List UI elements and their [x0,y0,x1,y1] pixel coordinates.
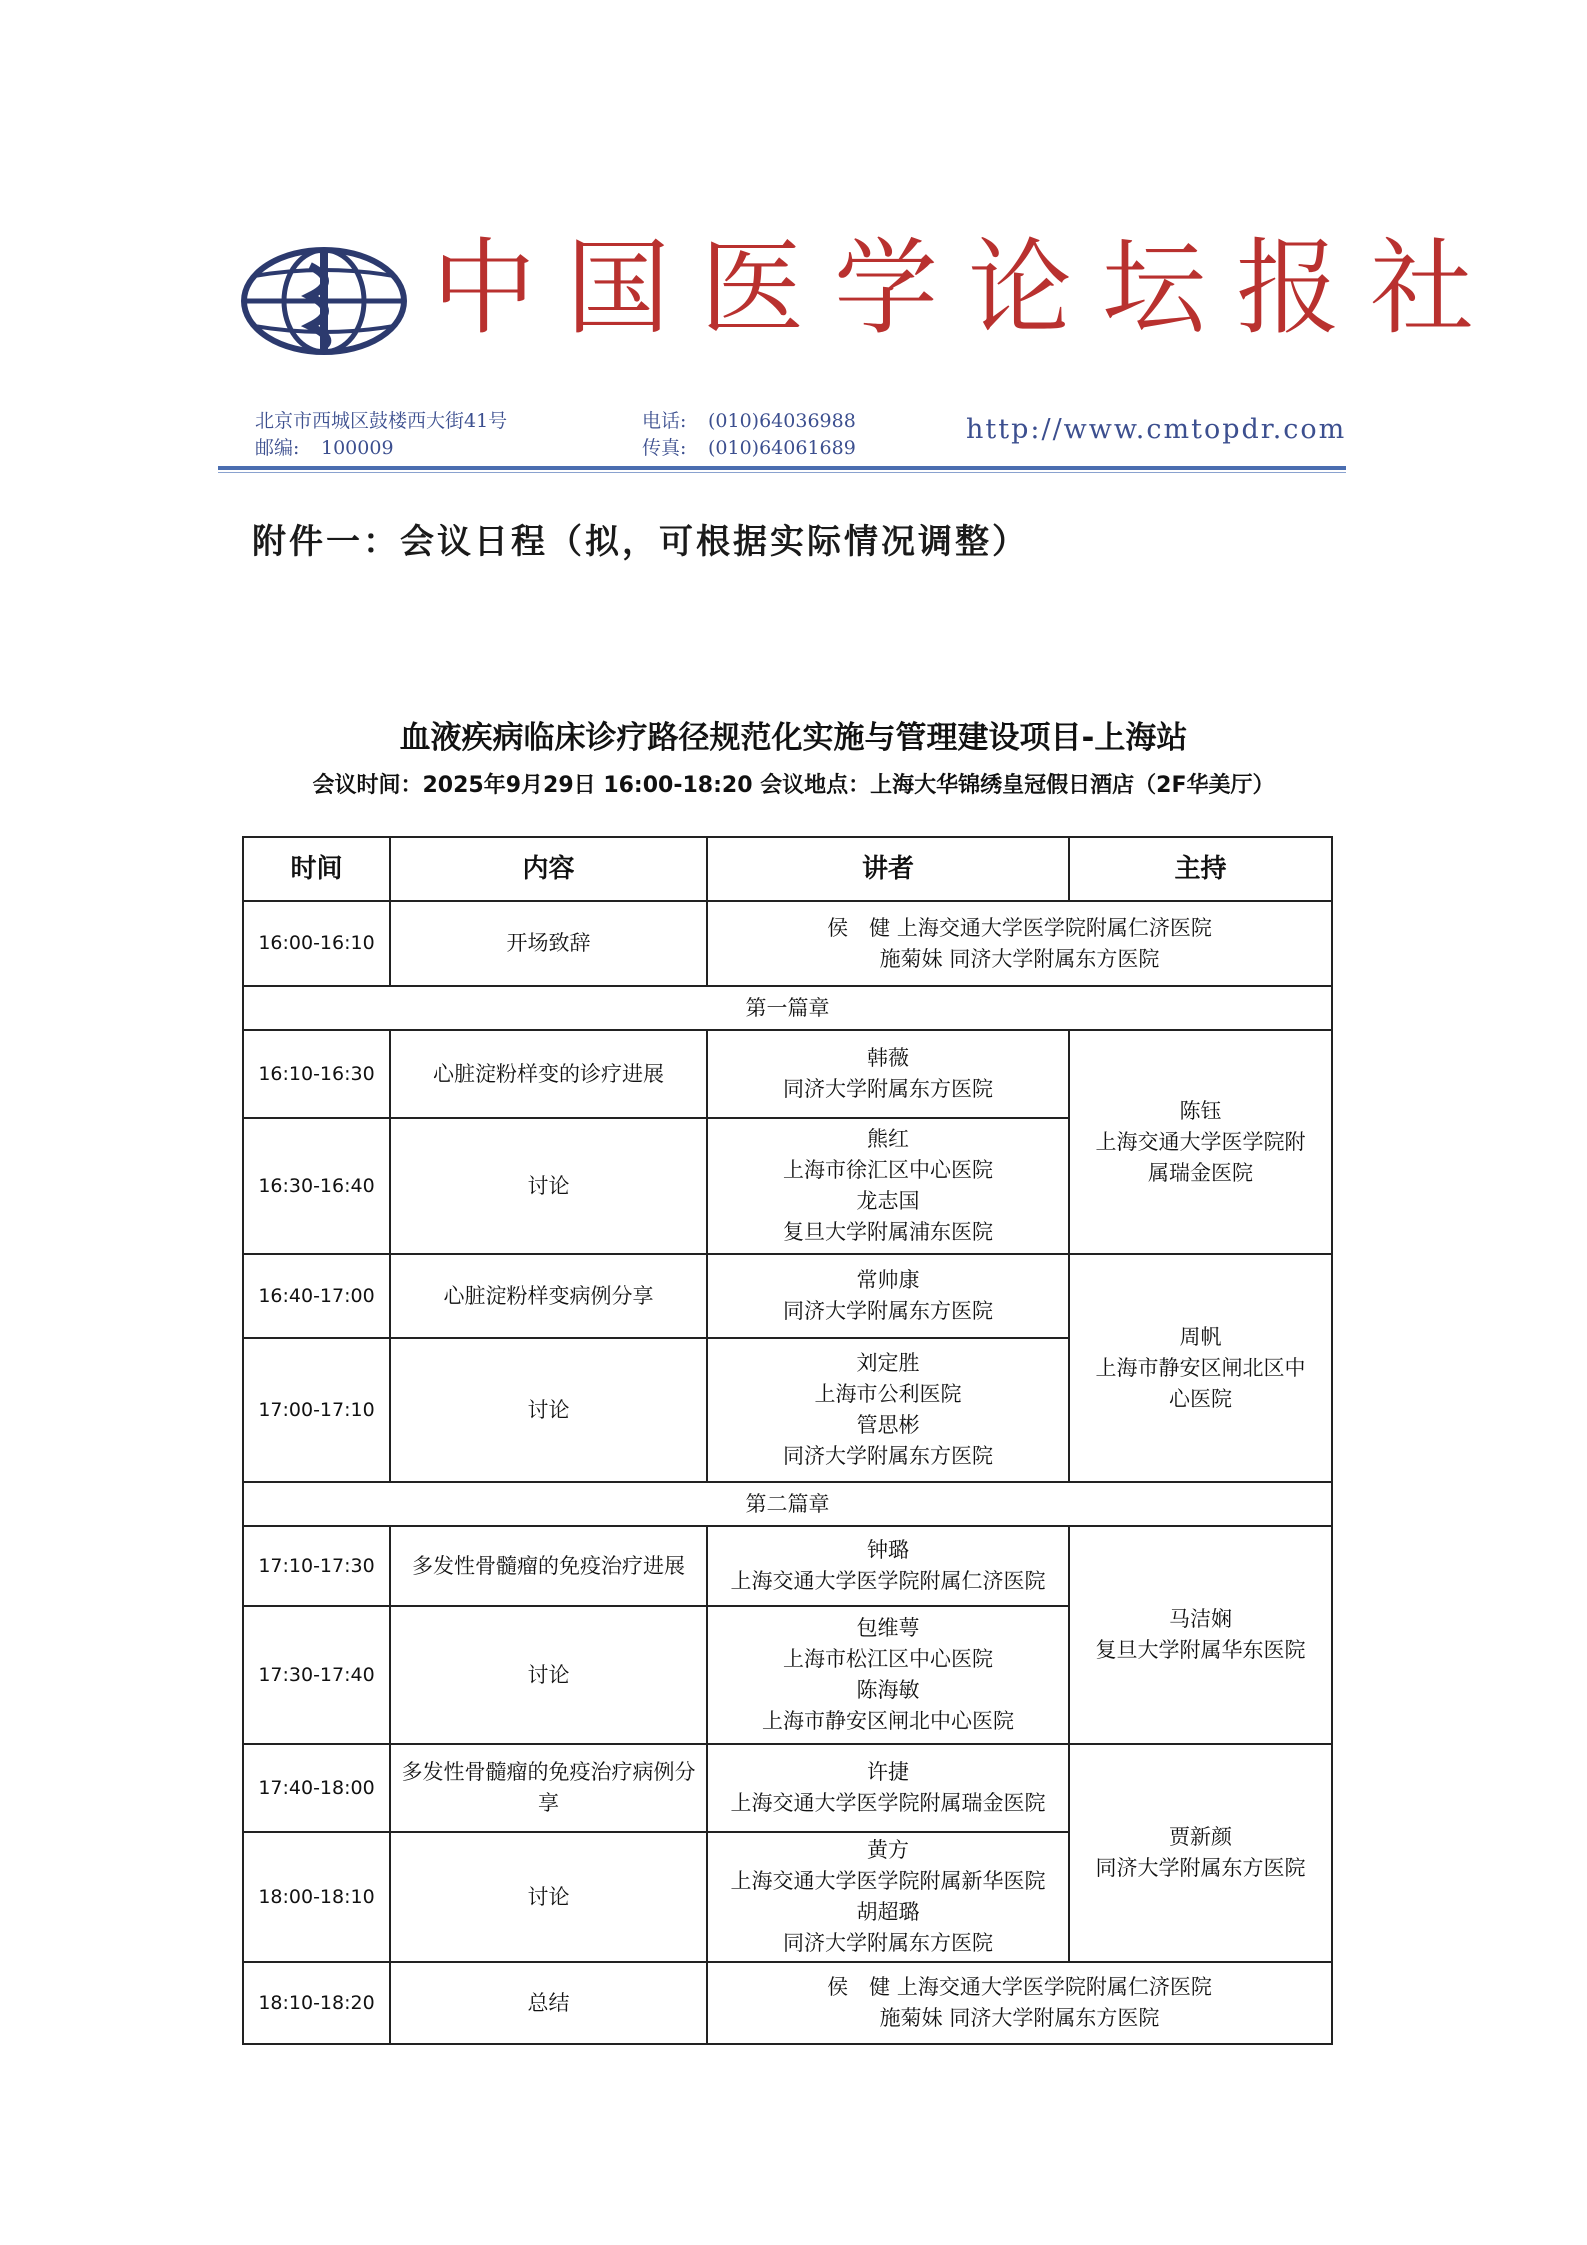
row-content: 多发性骨髓瘤的免疫治疗进展 [390,1526,707,1606]
speaker-name: 管思彬 [856,1413,920,1437]
table-header-row [243,837,1332,901]
fax-number: (010)64061689 [708,437,856,459]
row-speakers [707,901,1332,986]
speaker-name: 胡超璐 [856,1900,920,1924]
speaker-name: 龙志国 [856,1189,920,1213]
host-affiliation: 心医院 [1169,1386,1232,1411]
row-content: 多发性骨髓瘤的免疫治疗病例分享 [390,1744,707,1832]
header-time: 时间 [243,837,390,901]
contact-address [255,408,507,462]
row-time: 16:30-16:40 [243,1118,390,1254]
host-name: 陈钰 [1179,1098,1222,1123]
contact-phone [642,408,856,462]
speaker-affiliation: 上海交通大学医学院附属新华医院 [730,1869,1046,1893]
section-title: 第一篇章 [243,986,1332,1030]
section-title: 第二篇章 [243,1482,1332,1526]
header-host: 主持 [1069,837,1332,901]
row-time: 17:10-17:30 [243,1526,390,1606]
speaker-affiliation: 上海市公利医院 [814,1382,962,1406]
row-host [1069,1030,1332,1254]
speaker-line: 侯 健 上海交通大学医学院附属仁济医院 [827,915,1212,940]
row-host [1069,1744,1332,1962]
row-time: 17:40-18:00 [243,1744,390,1832]
row-content: 讨论 [390,1832,707,1962]
row-content: 开场致辞 [390,901,707,986]
speaker-name: 黄方 [867,1838,909,1862]
address-line: 北京市西城区鼓楼西大街41号 [255,410,508,432]
row-speakers [707,1744,1069,1832]
row-speakers [707,1030,1069,1118]
section-row [243,986,1332,1030]
section-row [243,1482,1332,1526]
speaker-line: 施菊妹 同济大学附属东方医院 [879,946,1160,971]
row-speakers [707,1606,1069,1744]
speaker-line: 侯 健 上海交通大学医学院附属仁济医院 [827,1975,1212,1999]
host-affiliation: 上海市静安区闸北区中 [1095,1355,1306,1380]
speaker-affiliation: 复旦大学附属浦东医院 [783,1220,993,1244]
schedule-table [242,836,1333,2045]
row-content: 讨论 [390,1338,707,1482]
row-time: 17:00-17:10 [243,1338,390,1482]
row-speakers [707,1254,1069,1338]
host-affiliation: 复旦大学附属华东医院 [1095,1638,1306,1662]
row-content: 心脏淀粉样变病例分享 [390,1254,707,1338]
speaker-affiliation: 上海市松江区中心医院 [783,1647,993,1671]
row-time: 18:10-18:20 [243,1962,390,2044]
table-row [243,1744,1332,1832]
phone-number: (010)64036988 [708,410,856,432]
speaker-affiliation: 上海市徐汇区中心医院 [783,1158,993,1182]
meeting-time-location: 会议时间：2025年9月29日 16:00-18:20 会议地点：上海大华锦绣皇冠假日酒店（2F华美厅） [312,773,1275,798]
row-speakers [707,1962,1332,2044]
speaker-affiliation: 同济大学附属东方医院 [783,1444,993,1468]
speaker-affiliation: 上海交通大学医学院附属瑞金医院 [730,1791,1046,1815]
speaker-name: 钟璐 [867,1538,909,1562]
table-row [243,1030,1332,1118]
phone-label: 电话: [642,410,687,432]
fax-label: 传真: [642,437,687,459]
host-name: 周帆 [1179,1324,1222,1349]
host-name: 贾新颜 [1169,1825,1232,1849]
website-link[interactable]: http://www.cmtopdr.com [966,414,1347,445]
speaker-affiliation: 上海市静安区闸北中心医院 [762,1709,1014,1733]
host-affiliation: 同济大学附属东方医院 [1095,1856,1306,1880]
row-content: 讨论 [390,1606,707,1744]
annex-title: 附件一：会议日程（拟，可根据实际情况调整） [252,522,1029,562]
speaker-affiliation: 同济大学附属东方医院 [783,1931,993,1955]
table-row [243,1526,1332,1606]
postcode-label: 邮编: [255,437,300,459]
row-speakers [707,1118,1069,1254]
row-time: 16:40-17:00 [243,1254,390,1338]
host-affiliation: 属瑞金医院 [1148,1160,1253,1185]
org-masthead: 中国医学论坛报社 [432,227,1505,349]
row-speakers [707,1526,1069,1606]
row-content: 讨论 [390,1118,707,1254]
globe-logo-icon [240,246,408,356]
table-row [243,1962,1332,2044]
meeting-title: 血液疾病临床诊疗路径规范化实施与管理建设项目-上海站 [399,720,1188,756]
speaker-name: 刘定胜 [856,1351,920,1375]
host-affiliation: 上海交通大学医学院附 [1095,1129,1306,1154]
speaker-name: 常帅康 [856,1268,920,1292]
postcode: 100009 [321,437,394,459]
table-row [243,1254,1332,1338]
row-time: 16:10-16:30 [243,1030,390,1118]
row-host [1069,1254,1332,1482]
row-content: 心脏淀粉样变的诊疗进展 [390,1030,707,1118]
host-name: 马洁娴 [1169,1607,1232,1631]
row-speakers [707,1338,1069,1482]
row-time: 16:00-16:10 [243,901,390,986]
speaker-name: 包维萼 [856,1616,920,1640]
row-time: 17:30-17:40 [243,1606,390,1744]
row-time: 18:00-18:10 [243,1832,390,1962]
table-row [243,901,1332,986]
speaker-affiliation: 同济大学附属东方医院 [783,1077,993,1101]
speaker-line: 施菊妹 同济大学附属东方医院 [879,2006,1160,2030]
speaker-affiliation: 上海交通大学医学院附属仁济医院 [730,1569,1046,1593]
header-divider-thin [218,472,1346,473]
header-content: 内容 [390,837,707,901]
speaker-name: 陈海敏 [856,1678,920,1702]
row-host [1069,1526,1332,1744]
row-speakers [707,1832,1069,1962]
header-divider [218,466,1346,470]
header-speaker: 讲者 [707,837,1069,901]
row-content: 总结 [390,1962,707,2044]
speaker-name: 许捷 [867,1760,909,1784]
speaker-name: 韩薇 [867,1046,909,1070]
speaker-name: 熊红 [867,1127,909,1151]
speaker-affiliation: 同济大学附属东方医院 [783,1299,993,1323]
